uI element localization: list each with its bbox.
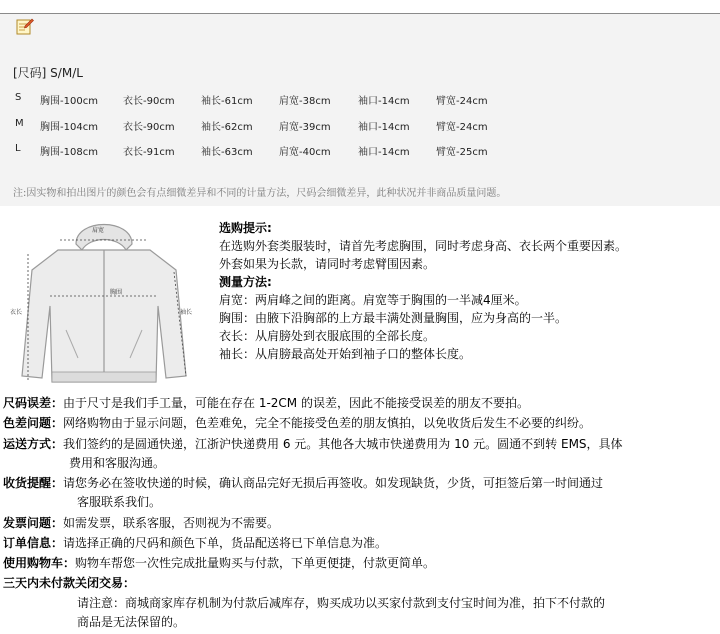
cuff-value: 袖口-14cm <box>358 147 410 158</box>
chest-label: 胸围 <box>110 289 123 296</box>
method-shoulder: 肩宽：两肩峰之间的距离。肩宽等于胸围的一半减4厘米。 <box>219 293 527 307</box>
method-length: 衣长：从肩膀处到衣服底围的全部长度。 <box>219 329 436 343</box>
size-label: M <box>15 118 24 129</box>
jacket-measurement-diagram <box>6 210 202 386</box>
method-sleeve: 袖长：从肩膀最高处开始到袖子口的整体长度。 <box>219 347 472 361</box>
policy-cart: 使用购物车：购物车帮您一次性完成批量购买与付款，下单更便捷，付款更简单。 <box>3 556 436 570</box>
arm-value: 臂宽-24cm <box>436 96 488 107</box>
shoulder-label: 肩宽 <box>92 227 105 234</box>
policy-color: 色差问题：网络购物由于显示问题，色差难免，完全不能接受色差的朋友慎拍，以免收货后发生不必要的纠纷。 <box>3 416 592 430</box>
length-value: 衣长-90cm <box>123 96 175 107</box>
policy-shipping-cont: 费用和客服沟通。 <box>69 456 166 470</box>
chest-value: 胸围-100cm <box>40 96 98 107</box>
sleeve-value: 袖长-61cm <box>201 96 253 107</box>
arm-value: 臂宽-24cm <box>436 122 488 133</box>
policy-close-text-cont: 商品是无法保留的。 <box>77 615 186 629</box>
sleeve-value: 袖长-62cm <box>201 122 253 133</box>
arm-value: 臂宽-25cm <box>436 147 488 158</box>
shoulder-value: 肩宽-40cm <box>279 147 331 158</box>
edit-note-icon <box>16 17 34 35</box>
policy-close-text: 请注意：商城商家库存机制为付款后减库存，购买成功以买家付款到支付宝时间为准，拍下不付款的 <box>77 596 606 610</box>
top-divider-bar <box>0 0 720 15</box>
tips-line: 在选购外套类服装时，请首先考虑胸围，同时考虑身高、衣长两个重要因素。 <box>219 239 628 253</box>
shoulder-value: 肩宽-38cm <box>279 96 331 107</box>
size-label: S <box>15 92 22 103</box>
length-label: 衣长 <box>10 309 23 316</box>
policy-invoice: 发票问题：如需发票，联系客服，否则视为不需要。 <box>3 516 280 530</box>
policy-receive-cont: 客服联系我们。 <box>77 495 162 509</box>
policy-order: 订单信息：请选择正确的尺码和颜色下单，货品配送将已下单信息为准。 <box>3 536 388 550</box>
policy-receive: 收货提醒：请您务必在签收快递的时候，确认商品完好无损后再签收。如发现缺货，少货，可拒签后第一时间通过 <box>3 476 604 490</box>
size-chart-note: 注:因实物和拍出图片的颜色会有点细微差异和不同的计量方法，尺码会细微差异，此种状况并非商品质量问题。 <box>13 188 507 199</box>
method-title: 测量方法: <box>219 275 272 289</box>
cuff-value: 袖口-14cm <box>358 122 410 133</box>
length-value: 衣长-90cm <box>123 122 175 133</box>
purchase-tips <box>219 219 627 363</box>
size-chart-panel <box>0 14 720 206</box>
chest-value: 胸围-104cm <box>40 122 98 133</box>
cuff-value: 袖口-14cm <box>358 96 410 107</box>
size-label: L <box>15 143 21 154</box>
size-chart-heading: [尺码] S/M/L <box>13 66 83 80</box>
sleeve-value: 袖长-63cm <box>201 147 253 158</box>
tips-line: 外套如果为长款，请同时考虑臂围因素。 <box>219 257 436 271</box>
shoulder-value: 肩宽-39cm <box>279 122 331 133</box>
method-chest: 胸围：由腋下沿胸部的上方最丰满处测量胸围，应为身高的一半。 <box>219 311 568 325</box>
policy-shipping: 运送方式：我们签约的是圆通快递，江浙沪快递费用 6 元。其他各大城市快递费用为 10 元。圆通不到转 EMS，具体 <box>3 437 623 451</box>
policy-close-title: 三天内未付款关闭交易： <box>3 576 136 590</box>
sleeve-label: 袖长 <box>180 309 193 316</box>
chest-value: 胸围-108cm <box>40 147 98 158</box>
tips-title: 选购提示: <box>219 221 272 235</box>
length-value: 衣长-91cm <box>123 147 175 158</box>
policy-size-error: 尺码误差：由于尺寸是我们手工量，可能在存在 1-2CM 的误差，因此不能接受误差的朋友不要拍。 <box>3 396 529 410</box>
